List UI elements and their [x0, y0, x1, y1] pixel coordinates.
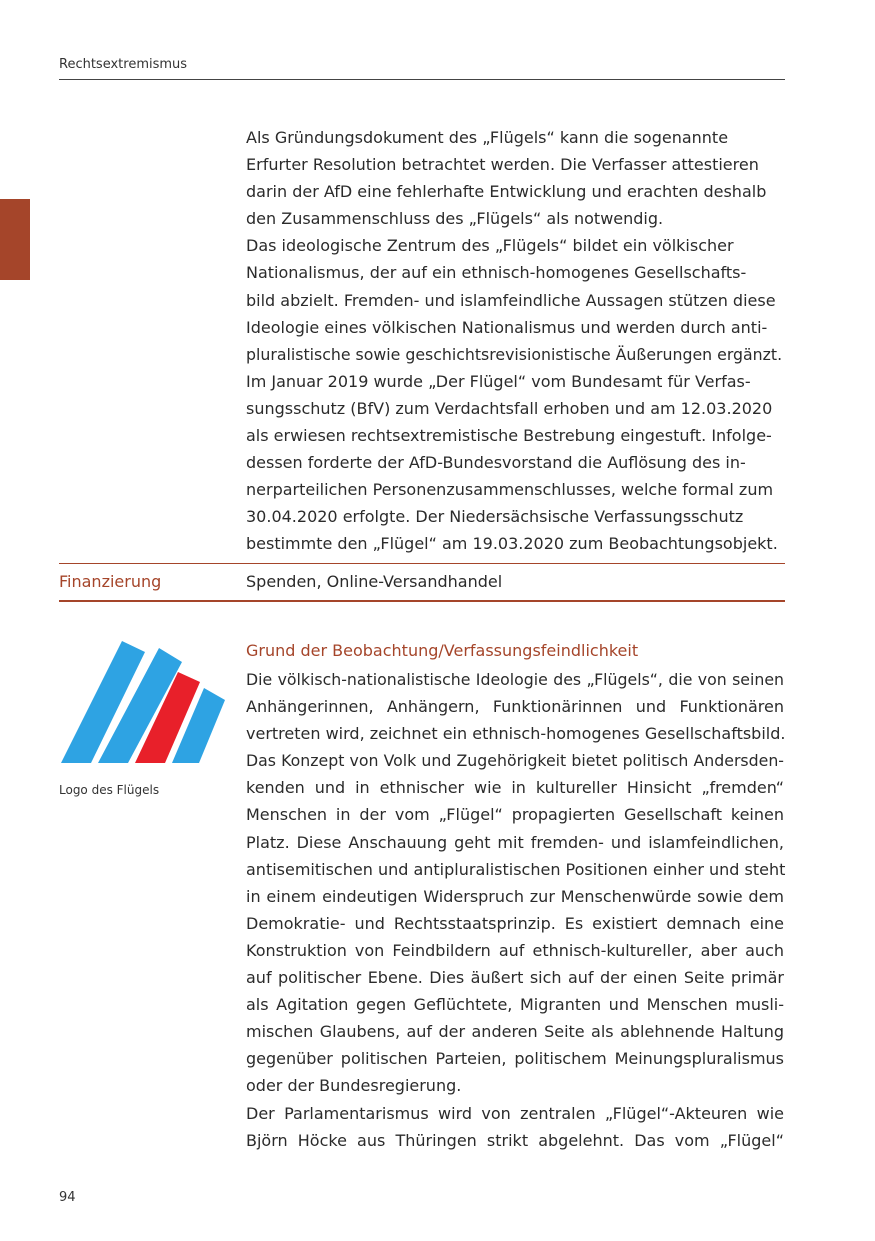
logo-caption: Logo des Flügels — [59, 783, 160, 797]
text-line: bestimmte den „Flügel“ am 19.03.2020 zum Beobachtungsobjekt. — [246, 534, 778, 554]
intro-paragraph — [246, 124, 784, 558]
text-line: Als Gründungsdokument des „Flügels“ kann die sogenannte — [246, 128, 729, 147]
text-line: oder der Bundesregierung. — [246, 1076, 462, 1096]
financing-label: Finanzierung — [59, 572, 162, 591]
text-line: gegenüber politischen Parteien, politischem Meinungspluralismus — [246, 1049, 784, 1069]
text-line: Demokratie- und Rechtsstaatsprinzip. Es existiert demnach eine — [246, 913, 784, 933]
text-line: 30.04.2020 erfolgte. Der Niedersächsische Verfassungsschutz — [246, 507, 744, 527]
text-line: bild abzielt. Fremden- und islamfeindliche Aussagen stützen diese — [246, 290, 776, 310]
text-line: Platz. Diese Anschauung geht mit fremden- und islamfeindlichen, — [246, 832, 784, 852]
text-line: sungsschutz (BfV) zum Verdachtsfall erhoben und am 12.03.2020 — [246, 398, 773, 418]
text-line: dessen forderte der AfD-Bundesvorstand die Auflösung des in- — [246, 453, 746, 473]
text-line: Das Konzept von Volk und Zugehörigkeit bietet politisch Andersden- — [246, 751, 784, 771]
text-line: den Zusammenschluss des „Flügels“ als notwendig. — [246, 209, 664, 229]
table-rule-top — [59, 563, 785, 564]
text-line: mischen Glaubens, auf der anderen Seite als ablehnende Haltung — [246, 1022, 784, 1042]
text-line: in einem eindeutigen Widerspruch zur Menschenwürde sowie dem — [246, 886, 784, 906]
chapter-marker-tab — [0, 199, 30, 280]
page-number: 94 — [59, 1190, 76, 1205]
text-line: Konstruktion von Feindbildern auf ethnisch-kultureller, aber auch — [246, 940, 784, 960]
text-line: Im Januar 2019 wurde „Der Flügel“ vom Bundesamt für Verfas- — [246, 371, 751, 391]
text-line: Anhängerinnen, Anhängern, Funktionärinnen und Funktionären — [246, 697, 784, 717]
header-rule — [59, 79, 785, 80]
text-line: als Agitation gegen Geflüchtete, Migranten und Menschen musli- — [246, 995, 784, 1015]
text-line: als erwiesen rechtsextremistische Bestrebung eingestuft. Infolge- — [246, 426, 772, 446]
text-line: auf politischer Ebene. Dies äußert sich auf der einen Seite primär — [246, 968, 784, 988]
text-line: Björn Höcke aus Thüringen strikt abgelehnt. Das vom „Flügel“ — [246, 1130, 784, 1150]
observation-paragraph — [246, 666, 784, 1154]
text-line: Der Parlamentarismus wird von zentralen „Flügel“-Akteuren wie — [246, 1103, 784, 1123]
text-line: pluralistische sowie geschichtsrevisionistische Äußerungen ergänzt. — [246, 344, 783, 364]
section-heading: Grund der Beobachtung/Verfassungsfeindlichkeit — [246, 641, 639, 660]
text-line: Nationalismus, der auf ein ethnisch-homogenes Gesellschafts- — [246, 263, 747, 283]
financing-value: Spenden, Online-Versandhandel — [246, 572, 503, 591]
text-line: Das ideologische Zentrum des „Flügels“ bildet ein völkischer — [246, 236, 734, 256]
text-line: darin der AfD eine fehlerhafte Entwicklung und erachten deshalb — [246, 182, 767, 202]
text-line: kenden und in ethnischer wie in kultureller Hinsicht „fremden“ — [246, 778, 784, 798]
text-line: antisemitischen und antipluralistischen Positionen einher und steht — [246, 859, 786, 879]
running-title: Rechtsextremismus — [59, 57, 188, 72]
text-line: Menschen in der vom „Flügel“ propagierten Gesellschaft keinen — [246, 805, 784, 825]
text-line: Ideologie eines völkischen Nationalismus und werden durch anti- — [246, 317, 768, 337]
fluegel-logo — [58, 638, 226, 768]
table-rule-bottom — [59, 600, 785, 602]
text-line: Erfurter Resolution betrachtet werden. Die Verfasser attestieren — [246, 155, 759, 175]
text-line: Die völkisch-nationalistische Ideologie des „Flügels“, die von seinen — [246, 670, 784, 689]
text-line: vertreten wird, zeichnet ein ethnisch-homogenes Gesellschaftsbild. — [246, 724, 786, 744]
text-line: nerparteilichen Personenzusammenschlusses, welche formal zum — [246, 480, 774, 500]
